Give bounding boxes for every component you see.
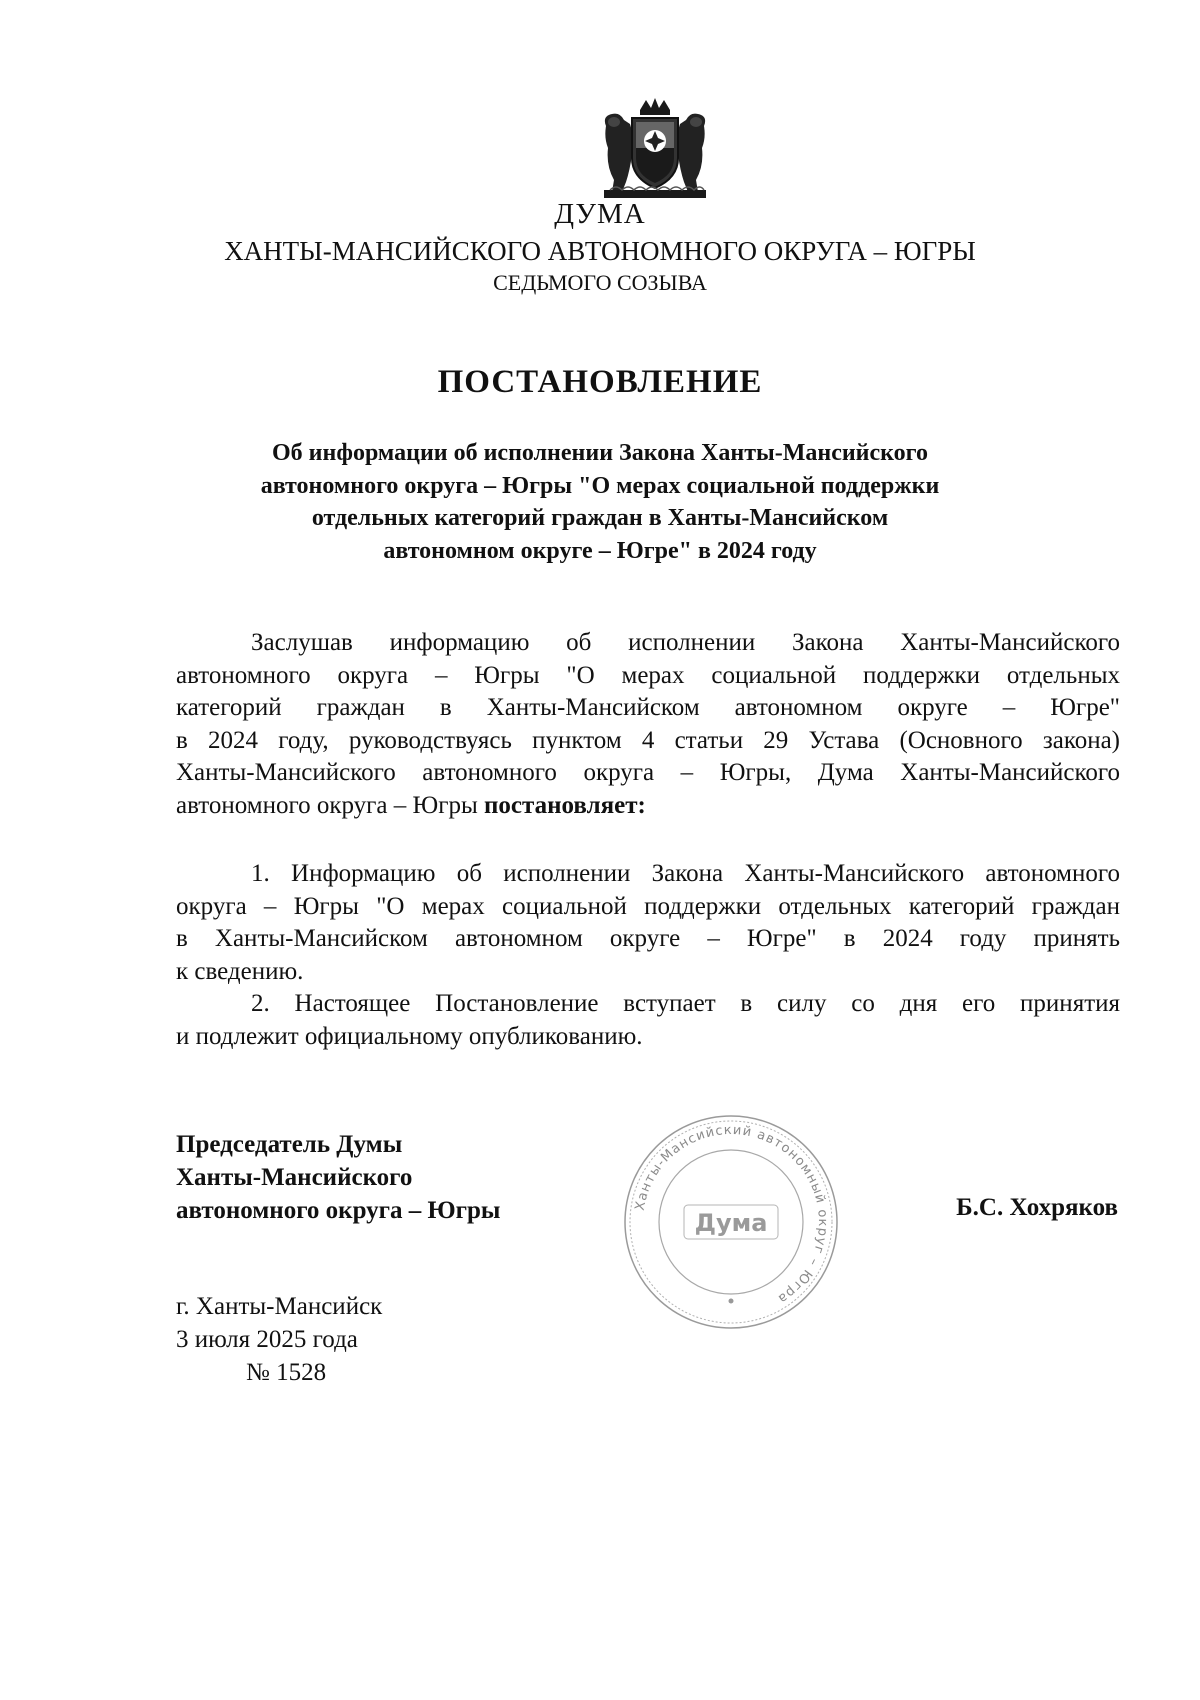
item-1-line: 1. Информацию об исполнении Закона Ханты-Мансийского автономного xyxy=(251,860,1120,887)
convocation-title: СЕДЬМОГО СОЗЫВА xyxy=(493,270,707,295)
item-1-line: к сведению. xyxy=(176,957,304,985)
preamble-line: автономного округа – Югры "О мерах социальной поддержки отдельных xyxy=(176,661,1120,689)
subject-line: Об информации об исполнении Закона Ханты-Мансийского xyxy=(272,440,928,466)
signatory-title xyxy=(176,1128,500,1227)
place-date-block xyxy=(176,1290,382,1389)
preamble-line: категорий граждан в Ханты-Мансийском автономном округе – Югре" xyxy=(176,694,1120,721)
seal-center-text: Дума xyxy=(694,1209,768,1237)
subject-line: автономном округе – Югре" в 2024 году xyxy=(383,537,817,564)
preamble-paragraph xyxy=(176,627,1120,822)
preamble-line: в 2024 году, руководствуясь пунктом 4 статьи 29 Устава (Основного закона) xyxy=(176,726,1120,754)
item-1-line: округа – Югры "О мерах социальной поддержки отдельных категорий граждан xyxy=(176,892,1120,920)
coat-of-arms-emblem xyxy=(596,96,714,200)
preamble-last-line xyxy=(176,790,1120,823)
seal-ring-text: Ханты-Мансийский автономный округ – Югра xyxy=(632,1122,831,1307)
subject-line: отдельных категорий граждан в Ханты-Мансийском xyxy=(311,505,889,531)
document-number: № 1528 xyxy=(246,1359,327,1386)
city: г. Ханты-Мансийск xyxy=(176,1293,383,1320)
preamble-last-text: автономного округа – Югры xyxy=(176,791,485,819)
decision-keyword: постановляет: xyxy=(484,791,646,819)
item-2-line: и подлежит официальному опубликованию. xyxy=(176,1022,643,1050)
official-seal xyxy=(622,1113,840,1331)
item-1-line: в Ханты-Мансийском автономном округе – Югре" в 2024 году принять xyxy=(176,925,1120,952)
org-title: ДУМА xyxy=(554,198,646,230)
region-title: ХАНТЫ-МАНСИЙСКОГО АВТОНОМНОГО ОКРУГА – ЮГРЫ xyxy=(224,236,976,266)
signatory-name: Б.С. Хохряков xyxy=(956,1194,1118,1221)
date: 3 июля 2025 года xyxy=(176,1326,358,1353)
document-type-heading: ПОСТАНОВЛЕНИЕ xyxy=(437,364,763,400)
decision-items xyxy=(176,858,1120,1053)
signatory-title-line: автономного округа – Югры xyxy=(176,1197,501,1224)
subject-line: автономного округа – Югры "О мерах социальной поддержки xyxy=(260,472,940,499)
document-subject xyxy=(200,437,1000,567)
preamble-line: Ханты-Мансийского автономного округа – Югры, Дума Ханты-Мансийского xyxy=(176,759,1120,786)
signatory-title-line: Председатель Думы xyxy=(176,1131,403,1158)
item-2-line: 2. Настоящее Постановление вступает в силу со дня его принятия xyxy=(251,990,1120,1017)
signatory-title-line: Ханты-Мансийского xyxy=(176,1164,413,1191)
preamble-line: Заслушав информацию об исполнении Закона Ханты-Мансийского xyxy=(251,629,1120,656)
